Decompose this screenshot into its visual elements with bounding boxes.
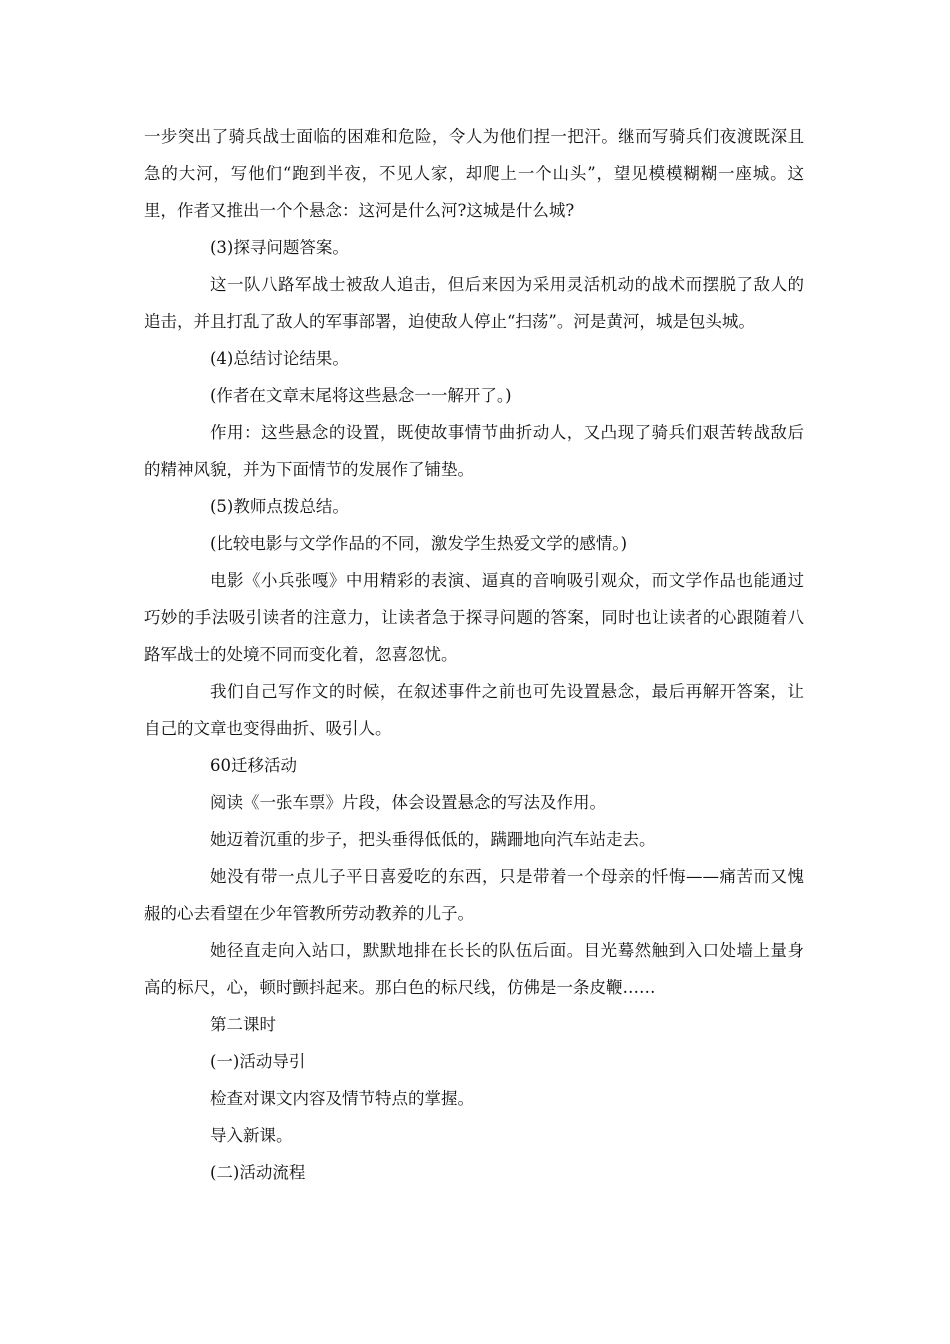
paragraph [144,266,804,340]
section-heading [144,488,804,525]
paragraph [144,932,804,1006]
paragraph [144,377,804,414]
paragraph [144,673,804,747]
text-line: 60迁移活动 [210,756,297,775]
paragraph [144,118,804,229]
section-heading [144,229,804,266]
text-line: 赧的心去看望在少年管教所劳动教养的儿子。 [144,904,474,923]
text-line: (4)总结讨论结果。 [210,349,349,368]
document-body [144,118,804,1191]
text-line: (一)活动导引 [210,1052,306,1071]
paragraph [144,821,804,858]
section-heading [144,1006,804,1043]
section-heading [144,1043,804,1080]
paragraph [144,562,804,673]
paragraph [144,414,804,488]
text-line: (5)教师点拨总结。 [210,497,349,516]
text-line: 这一队八路军战士被敌人追击，但后来因为采用灵活机动的战术而摆脱了敌人的 [210,275,804,294]
text-line: 电影《小兵张嘎》中用精彩的表演、逼真的音响吸引观众，而文学作品也能通过 [210,571,804,590]
text-line: 她径直走向入站口，默默地排在长长的队伍后面。目光蓦然触到入口处墙上量身 [210,941,804,960]
text-line: 的精神风貌，并为下面情节的发展作了铺垫。 [144,460,474,479]
text-line: 高的标尺，心，顿时颤抖起来。那白色的标尺线，仿佛是一条皮鞭…… [144,978,656,997]
text-line: 里，作者又推出一个个悬念：这河是什么河?这城是什么城? [144,201,575,220]
text-line: 她没有带一点儿子平日喜爱吃的东西，只是带着一个母亲的忏悔——痛苦而又愧 [210,867,804,886]
text-line: 追击，并且打乱了敌人的军事部署，迫使敌人停止“扫荡”。河是黄河，城是包头城。 [144,312,755,331]
section-heading [144,340,804,377]
text-line: 作用：这些悬念的设置，既使故事情节曲折动人，又凸现了骑兵们艰苦转战敌后 [210,423,804,442]
section-heading [144,1154,804,1191]
text-line: 她迈着沉重的步子，把头垂得低低的，蹒跚地向汽车站走去。 [210,830,656,849]
text-line: (3)探寻问题答案。 [210,238,349,257]
text-line: 我们自己写作文的时候，在叙述事件之前也可先设置悬念，最后再解开答案，让 [210,682,804,701]
text-line: 检查对课文内容及情节特点的掌握。 [210,1089,474,1108]
section-heading [144,747,804,784]
paragraph [144,1080,804,1117]
paragraph [144,525,804,562]
text-line: 急的大河，写他们“跑到半夜，不见人家，却爬上一个山头”，望见模模糊糊一座城。这 [144,164,804,183]
text-line: 一步突出了骑兵战士面临的困难和危险，令人为他们捏一把汗。继而写骑兵们夜渡既深且 [144,127,804,146]
text-line: 阅读《一张车票》片段，体会设置悬念的写法及作用。 [210,793,606,812]
text-line: 巧妙的手法吸引读者的注意力，让读者急于探寻问题的答案，同时也让读者的心跟随着八 [144,608,804,627]
text-line: (比较电影与文学作品的不同，激发学生热爱文学的感情。) [210,534,628,553]
paragraph [144,858,804,932]
paragraph [144,784,804,821]
text-line: (作者在文章末尾将这些悬念一一解开了。) [210,386,512,405]
text-line: (二)活动流程 [210,1163,306,1182]
paragraph [144,1117,804,1154]
text-line: 第二课时 [210,1015,276,1034]
text-line: 导入新课。 [210,1126,293,1145]
text-line: 自己的文章也变得曲折、吸引人。 [144,719,392,738]
text-line: 路军战士的处境不同而变化着，忽喜忽忧。 [144,645,458,664]
